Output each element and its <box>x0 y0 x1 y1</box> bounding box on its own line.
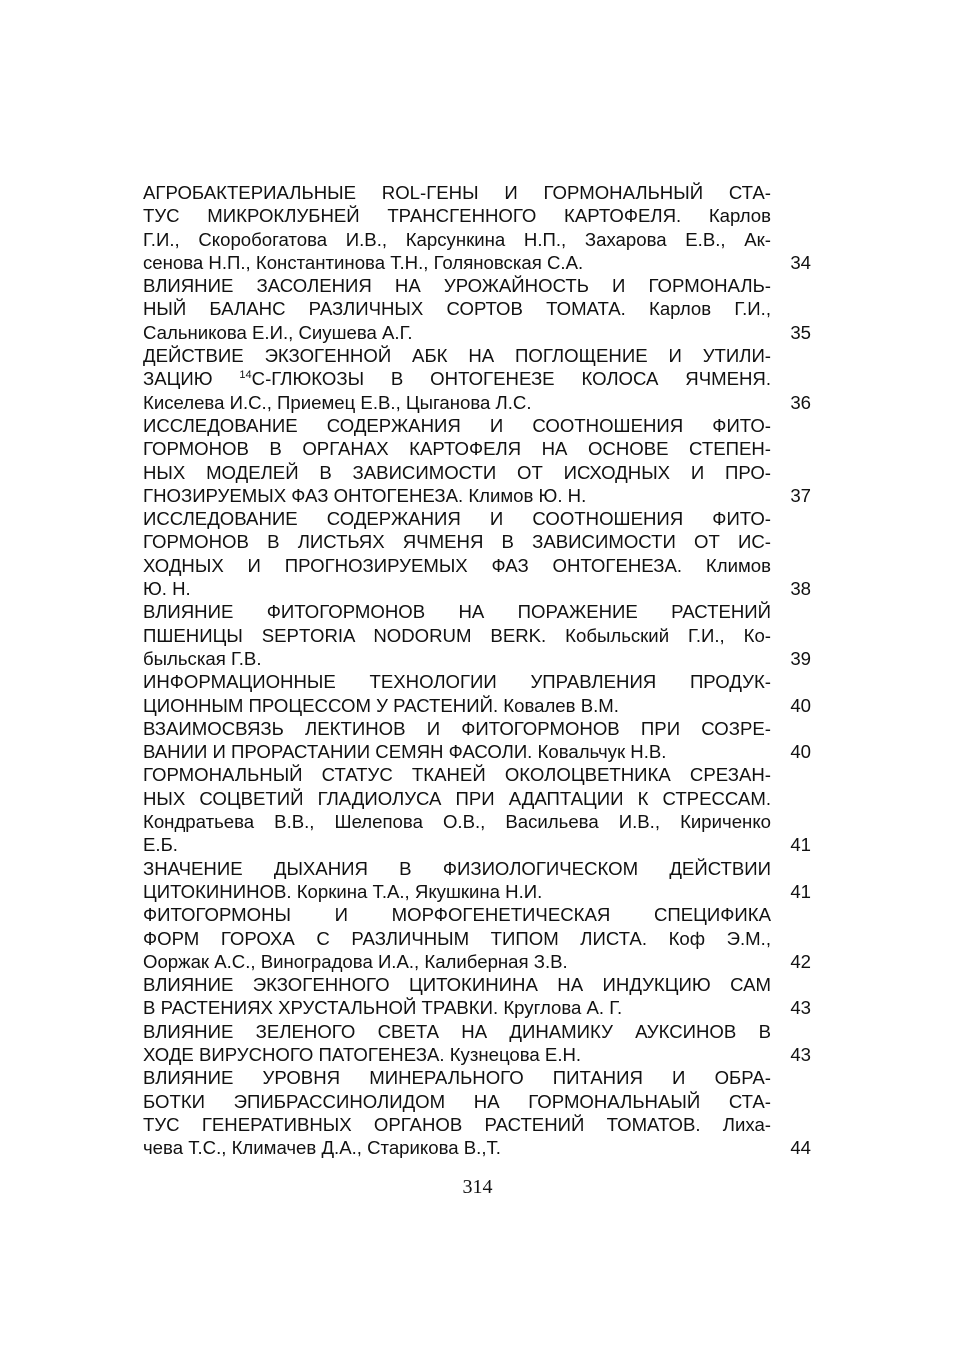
page-number: 43 <box>790 1043 811 1065</box>
toc-entry <box>143 507 811 600</box>
entry-line: ВЗАИМОСВЯЗЬ ЛЕКТИНОВ И ФИТОГОРМОНОВ ПРИ СОЗРЕ- <box>143 717 771 739</box>
entry-line: ГОРМОНОВ В ЛИСТЬЯХ ЯЧМЕНЯ В ЗАВИСИМОСТИ ОТ ИС- <box>143 531 771 553</box>
entry-line: ХОДЕ ВИРУСНОГО ПАТОГЕНЕЗА. Кузнецова Е.Н. <box>143 1043 582 1065</box>
entry-line: ИССЛЕДОВАНИЕ СОДЕРЖАНИЯ И СООТНОШЕНИЯ ФИТО- <box>143 414 771 436</box>
page-number: 40 <box>790 694 811 716</box>
toc-entry <box>143 181 811 274</box>
toc-entry <box>143 717 811 764</box>
entry-line: ВЛИЯНИЕ ЗЕЛЕНОГО СВЕТА НА ДИНАМИКУ АУКСИНОВ В <box>143 1020 771 1042</box>
entry-line: НЫХ СОЦВЕТИЙ ГЛАДИОЛУСА ПРИ АДАПТАЦИИ К СТРЕССАМ. <box>143 787 771 809</box>
toc-entry <box>143 600 811 670</box>
entry-line-start: ЗАЦИЮ <box>143 368 240 390</box>
toc-entry <box>143 414 811 507</box>
entry-line-with-isotope <box>143 367 771 390</box>
entry-line: ФОРМ ГОРОХА С РАЗЛИЧНЫМ ТИПОМ ЛИСТА. Коф Э.М., <box>143 927 771 949</box>
entry-line: Е.Б. <box>143 834 178 856</box>
page-number: 41 <box>790 834 811 856</box>
entry-line: Кондратьева В.В., Шелепова О.В., Васильева И.В., Кириченко <box>143 811 771 833</box>
entry-line: ВЛИЯНИЕ УРОВНЯ МИНЕРАЛЬНОГО ПИТАНИЯ И ОБРА- <box>143 1067 771 1089</box>
entry-line: ГОРМОНОВ В ОРГАНАХ КАРТОФЕЛЯ НА ОСНОВЕ СТЕПЕН- <box>143 438 771 460</box>
entry-line: ИССЛЕДОВАНИЕ СОДЕРЖАНИЯ И СООТНОШЕНИЯ ФИТО- <box>143 508 771 530</box>
page-number: 42 <box>790 950 811 972</box>
entry-line: Г.И., Скоробогатова И.В., Карсункина Н.П., Захарова Е.В., Ак- <box>143 228 771 250</box>
entry-line: ХОДНЫХ И ПРОГНОЗИРУЕМЫХ ФАЗ ОНТОГЕНЕЗА. Климов <box>143 554 771 576</box>
page-number: 39 <box>790 647 811 669</box>
entry-line: ДЕЙСТВИЕ ЭКЗОГЕННОЙ АБК НА ПОГЛОЩЕНИЕ И УТИЛИ- <box>143 345 771 367</box>
entry-line: НЫХ МОДЕЛЕЙ В ЗАВИСИМОСТИ ОТ ИСХОДНЫХ И ПРО- <box>143 461 771 483</box>
page-number: 40 <box>790 741 811 763</box>
toc-entry <box>143 973 811 1020</box>
entry-line: ЦИТОКИНИНОВ. Коркина Т.А., Якушкина Н.И. <box>143 880 543 902</box>
entry-line: Сальникова Е.И., Сиушева А.Г. <box>143 321 413 343</box>
toc-entry <box>143 274 811 344</box>
entry-line: ФИТОГОРМОНЫ И МОРФОГЕНЕТИЧЕСКАЯ СПЕЦИФИКА <box>143 904 771 926</box>
page-number: 37 <box>790 484 811 506</box>
entry-line: ЦИОННЫМ ПРОЦЕССОМ У РАСТЕНИЙ. Ковалев В.М. <box>143 694 619 716</box>
entry-line: Ю. Н. <box>143 578 191 600</box>
entry-line: НЫЙ БАЛАНС РАЗЛИЧНЫХ СОРТОВ ТОМАТА. Карлов Г.И., <box>143 298 771 320</box>
folio-page-number: 314 <box>462 1176 493 1198</box>
entry-line: ВАНИИ И ПРОРАСТАНИИ СЕМЯН ФАСОЛИ. Ковальчук Н.В. <box>143 741 667 763</box>
entry-line: Киселева И.С., Приемец Е.В., Цыганова Л.С. <box>143 391 532 413</box>
isotope-superscript: 14 <box>239 369 252 382</box>
entry-line: АГРОБАКТЕРИАЛЬНЫЕ ROL-ГЕНЫ И ГОРМОНАЛЬНЫЙ СТА- <box>143 182 771 203</box>
page-number: 41 <box>790 880 811 902</box>
entry-line: ВЛИЯНИЕ ЭКЗОГЕННОГО ЦИТОКИНИНА НА ИНДУКЦИЮ САМ <box>143 974 771 996</box>
entry-line: В РАСТЕНИЯХ ХРУСТАЛЬНОЙ ТРАВКИ. Круглова А. Г. <box>143 997 623 1019</box>
entry-line: быльская Г.В. <box>143 647 262 669</box>
entry-line: ИНФОРМАЦИОННЫЕ ТЕХНОЛОГИИ УПРАВЛЕНИЯ ПРОДУК- <box>143 671 771 693</box>
entry-line: ПШЕНИЦЫ SEPTORIA NODORUM BERK. Кобыльский Г.И., Ко- <box>143 624 771 646</box>
entry-line: ВЛИЯНИЕ ФИТОГОРМОНОВ НА ПОРАЖЕНИЕ РАСТЕНИЙ <box>143 601 771 623</box>
entry-line: ГОРМОНАЛЬНЫЙ СТАТУС ТКАНЕЙ ОКОЛОЦВЕТНИКА СРЕЗАН- <box>143 764 771 786</box>
page-number: 44 <box>790 1137 811 1159</box>
toc-entry <box>143 903 811 973</box>
entry-line: ТУС ГЕНЕРАТИВНЫХ ОРГАНОВ РАСТЕНИЙ ТОМАТОВ. Лиха- <box>143 1113 771 1135</box>
toc-entry <box>143 1066 811 1159</box>
entry-line: БОТКИ ЭПИБРАССИНОЛИДОМ НА ГОРМОНАЛЬНАЫЙ СТА- <box>143 1090 771 1112</box>
toc-entry <box>143 1020 811 1067</box>
entry-line: чева Т.С., Климачев Д.А., Старикова В.,Т. <box>143 1137 501 1159</box>
entry-line: ГНОЗИРУЕМЫХ ФАЗ ОНТОГЕНЕЗА. Климов Ю. Н. <box>143 484 587 506</box>
toc-entry <box>143 857 811 904</box>
page-number: 36 <box>790 391 811 413</box>
entry-line-rest: С-ГЛЮКОЗЫ В ОНТОГЕНЕЗЕ КОЛОСА ЯЧМЕНЯ. <box>251 368 771 390</box>
page-number: 34 <box>790 251 811 273</box>
page-number: 43 <box>790 997 811 1019</box>
entry-line: ВЛИЯНИЕ ЗАСОЛЕНИЯ НА УРОЖАЙНОСТЬ И ГОРМОНАЛЬ- <box>143 275 771 297</box>
toc-entry <box>143 670 811 717</box>
page-number: 35 <box>790 321 811 343</box>
entry-line: сенова Н.П., Константинова Т.Н., Голяновская С.А. <box>143 251 584 273</box>
toc-entry <box>143 344 811 414</box>
table-of-contents <box>143 181 811 1159</box>
entry-line: Ооржак А.С., Виноградова И.А., Калиберная З.В. <box>143 950 568 972</box>
page-number: 38 <box>790 578 811 600</box>
entry-line: ЗНАЧЕНИЕ ДЫХАНИЯ В ФИЗИОЛОГИЧЕСКОМ ДЕЙСТВИИ <box>143 857 771 879</box>
toc-entry <box>143 763 811 856</box>
entry-line: ТУС МИКРОКЛУБНЕЙ ТРАНСГЕННОГО КАРТОФЕЛЯ. Карлов <box>143 205 771 227</box>
